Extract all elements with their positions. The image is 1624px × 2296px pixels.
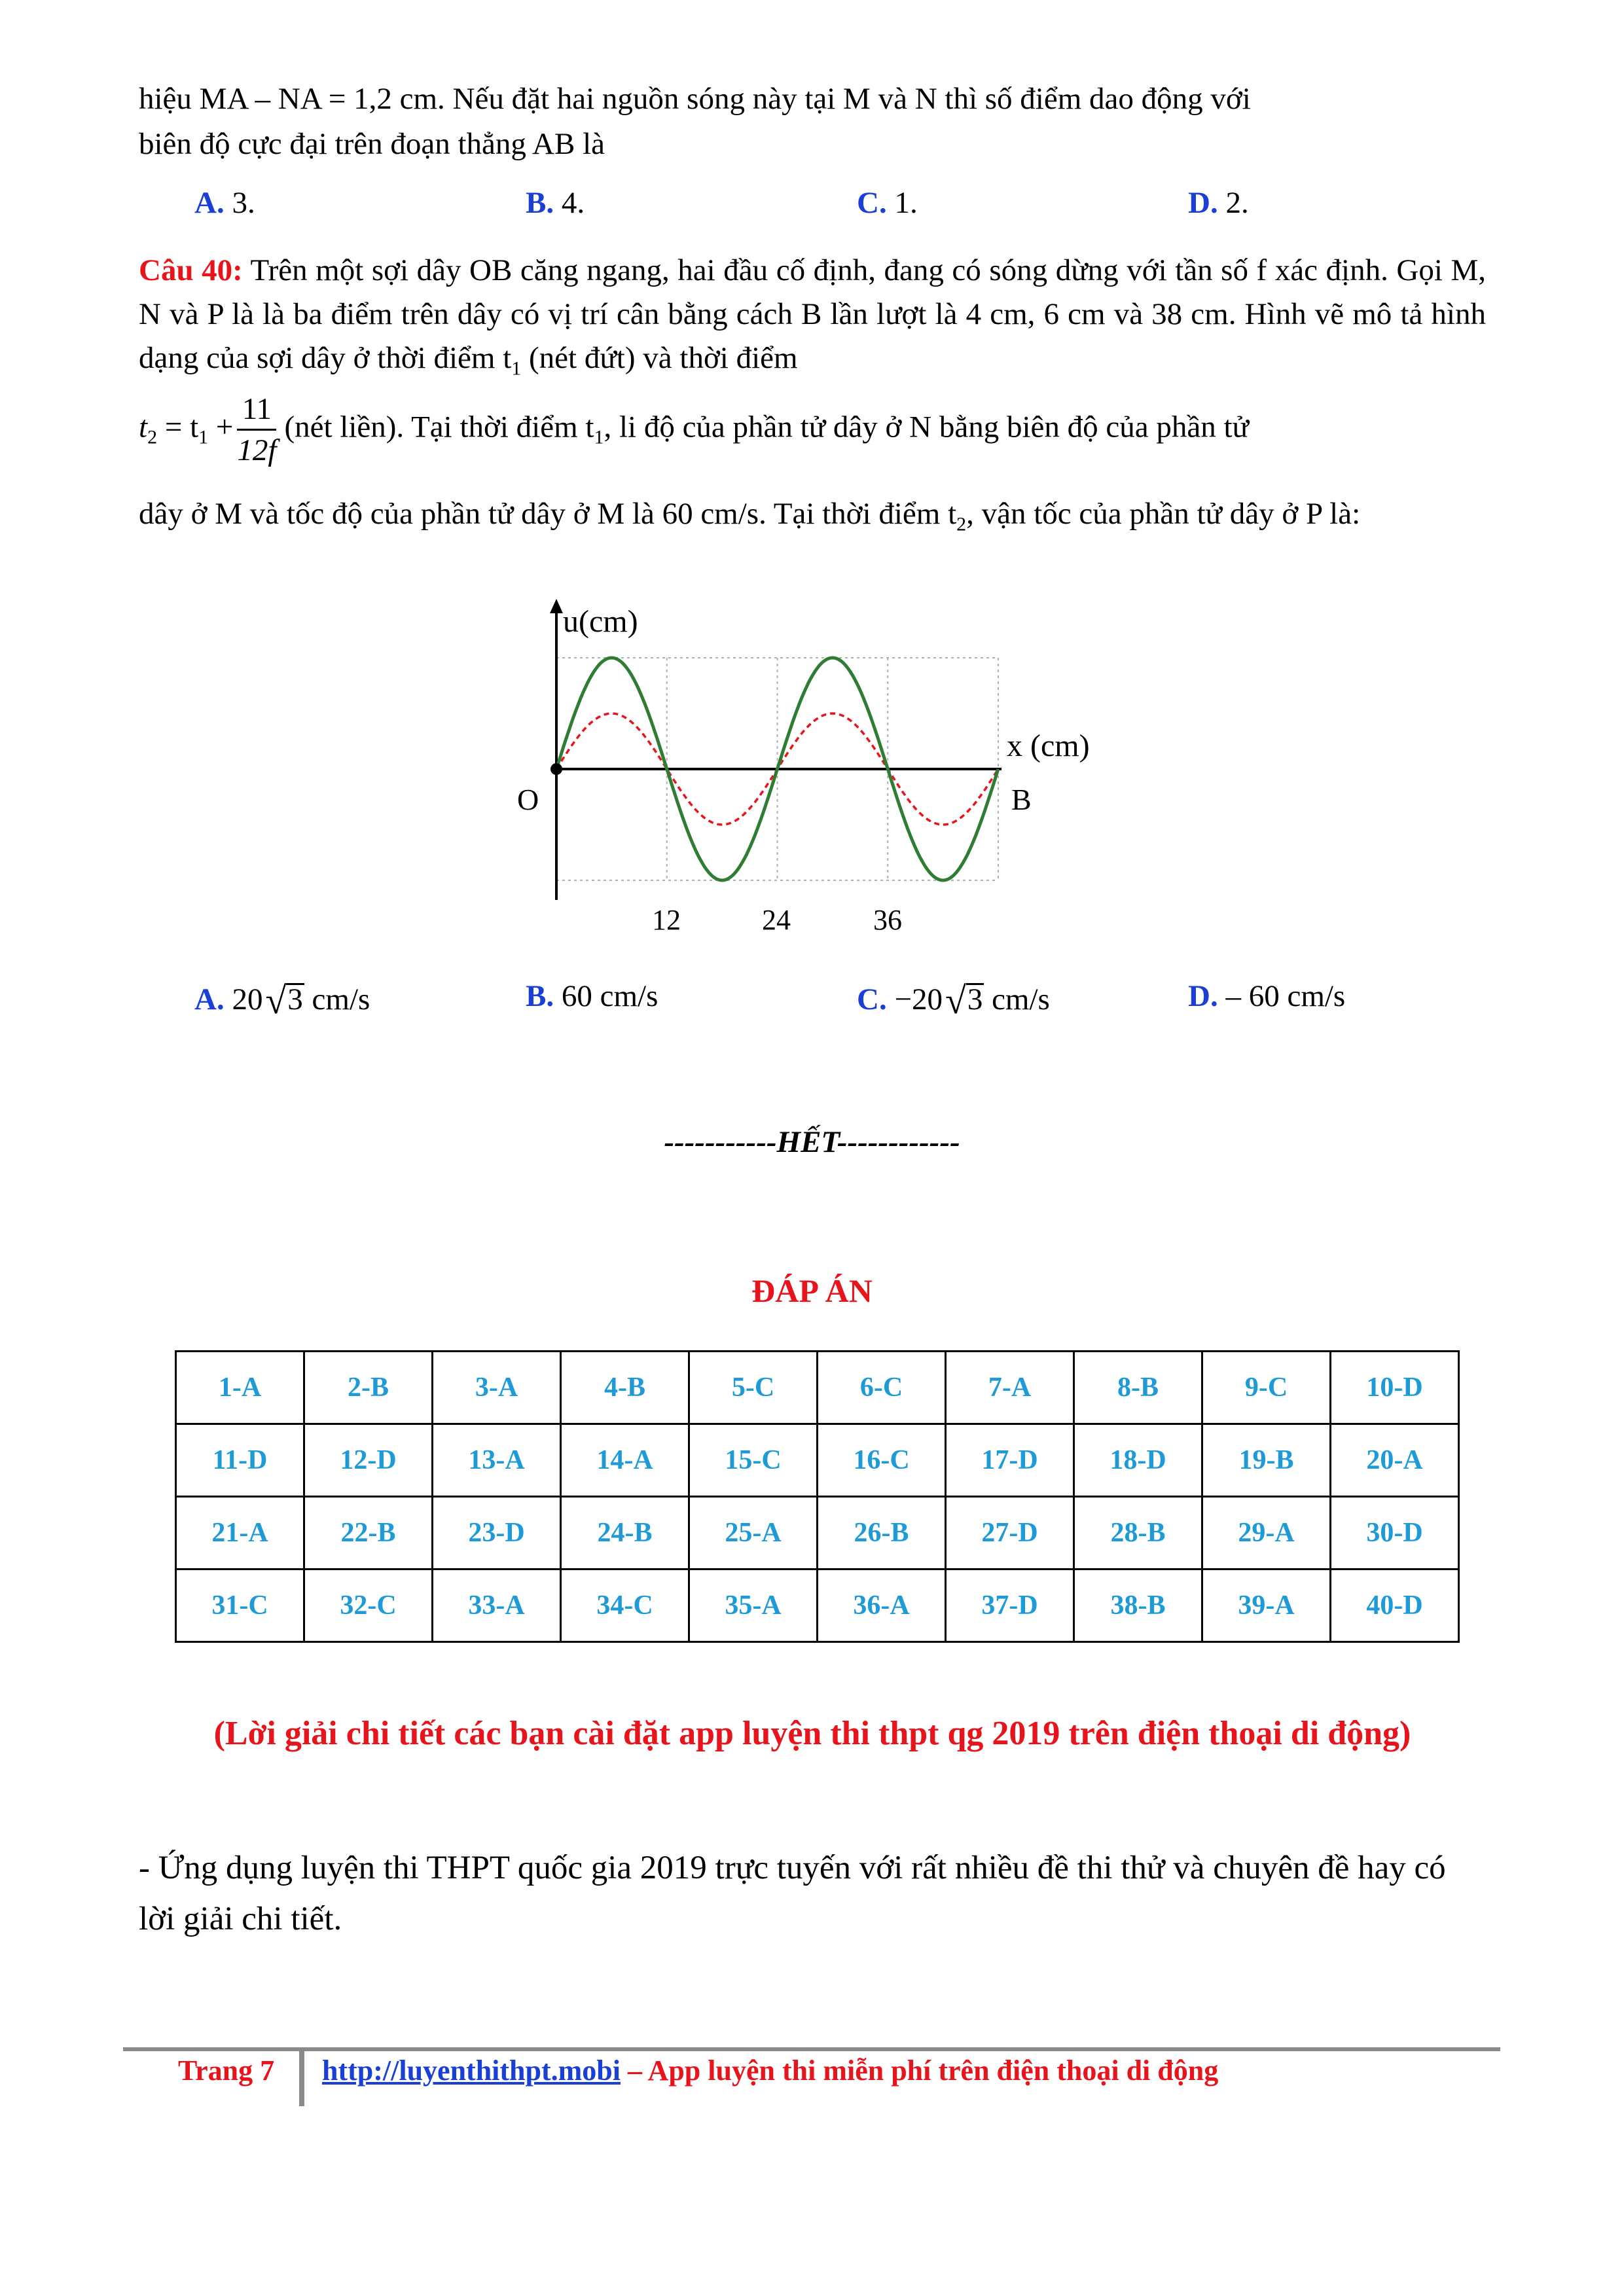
answer-table [175, 1350, 1460, 1643]
answer-cell: 15-C [689, 1424, 818, 1497]
q39-option-c[interactable]: C. 1. [857, 186, 918, 220]
q40-formula-line: $t_2 = t_1$ + $\frac{11}{12f}$ (nét liền). Tại thời điểm $t_1$, li độ của phần tử dây ở N bằng biên độ của phần tử [139, 389, 1486, 470]
answers-title: ĐÁP ÁN [751, 1272, 873, 1309]
answer-cell: 9-C [1202, 1352, 1331, 1424]
answer-cell: 18-D [1074, 1424, 1202, 1497]
answer-cell: 35-A [689, 1570, 818, 1642]
footer-page-number: Trang 7 [178, 2054, 275, 2087]
q40-option-a[interactable]: A. 20√3 cm/s [194, 979, 370, 1022]
origin-label: O [517, 783, 539, 816]
q40-options [0, 978, 1624, 1024]
q40-option-d[interactable]: D. – 60 cm/s [1188, 979, 1346, 1013]
answer-cell: 34-C [561, 1570, 689, 1642]
answer-cell: 27-D [946, 1497, 1074, 1570]
footer-text: http://luyenthithpt.mobi – App luyện thi miễn phí trên điện thoại di động [322, 2054, 1219, 2087]
answer-cell: 21-A [176, 1497, 304, 1570]
x-tick-label-12: 12 [652, 904, 681, 936]
q40-fraction: $\frac{11}{12f}$ [237, 389, 276, 470]
intro-line-1: hiệu MA – NA = 1,2 cm. Nếu đặt hai nguồn sóng này tại M và N thì số điểm dao động với [139, 82, 1251, 116]
origin-dot [550, 763, 562, 775]
answer-cell: 19-B [1202, 1424, 1331, 1497]
answer-cell: 26-B [818, 1497, 946, 1570]
x-tick-label-24: 24 [762, 904, 791, 936]
answer-cell: 17-D [946, 1424, 1074, 1497]
answer-cell: 28-B [1074, 1497, 1202, 1570]
footer-divider [123, 2047, 1500, 2051]
answer-cell: 38-B [1074, 1570, 1202, 1642]
x-axis-label: x (cm) [1007, 728, 1090, 763]
intro-line-2: biên độ cực đại trên đoạn thẳng AB là [139, 127, 605, 161]
y-axis-label: u(cm) [563, 604, 638, 639]
answer-cell: 16-C [818, 1424, 946, 1497]
answer-cell: 1-A [176, 1352, 304, 1424]
answer-row [176, 1570, 1459, 1642]
answer-cell: 24-B [561, 1497, 689, 1570]
answer-cell: 29-A [1202, 1497, 1331, 1570]
answer-cell: 39-A [1202, 1570, 1331, 1642]
answer-cell: 36-A [818, 1570, 946, 1642]
solution-note: (Lời giải chi tiết các bạn cài đặt app luyện thi thpt qg 2019 trên điện thoại di động) [213, 1715, 1411, 1752]
end-label-b: B [1011, 783, 1032, 816]
answer-cell: 11-D [176, 1424, 304, 1497]
answer-cell: 5-C [689, 1352, 818, 1424]
end-mark: -----------HẾT------------ [664, 1125, 960, 1159]
answer-cell: 20-A [1331, 1424, 1459, 1497]
answer-cell: 33-A [433, 1570, 561, 1642]
x-tick-label-36: 36 [873, 904, 902, 936]
app-promo-text: - Ứng dụng luyện thi THPT quốc gia 2019 trực tuyến với rất nhiều đề thi thử và chuyên đề hay có lời giải chi tiết. [139, 1850, 1446, 1937]
answer-cell: 22-B [304, 1497, 433, 1570]
q39-options [0, 185, 1624, 231]
answer-cell: 2-B [304, 1352, 433, 1424]
q40-option-c[interactable]: C. −20√3 cm/s [857, 979, 1050, 1022]
answer-cell: 32-C [304, 1570, 433, 1642]
answer-cell: 40-D [1331, 1570, 1459, 1642]
answer-cell: 13-A [433, 1424, 561, 1497]
q40-text-1: Câu 40: Trên một sợi dây OB căng ngang, hai đầu cố định, đang có sóng dừng với tần số f xác định. Gọi M, N và P là là ba điểm trên dây có vị trí cân bằng cách B lần lượt là 4 cm, 6 cm và 38 cm. Hình vẽ mô tả hình dạng của sợi dây ở thời điểm $t_1$ (nét đứt) và thời điểm [139, 253, 1486, 380]
footer-url-link[interactable]: http://luyenthithpt.mobi [322, 2054, 621, 2087]
answer-cell: 14-A [561, 1424, 689, 1497]
q39-option-a[interactable]: A. 3. [194, 186, 255, 220]
q40-label: Câu 40: [139, 253, 243, 287]
answer-cell: 10-D [1331, 1352, 1459, 1424]
q39-option-b[interactable]: B. 4. [526, 186, 585, 220]
answer-cell: 7-A [946, 1352, 1074, 1424]
answer-cell: 6-C [818, 1352, 946, 1424]
answer-cell: 3-A [433, 1352, 561, 1424]
answer-row [176, 1424, 1459, 1497]
answer-cell: 25-A [689, 1497, 818, 1570]
answer-cell: 30-D [1331, 1497, 1459, 1570]
footer-separator [299, 2047, 304, 2106]
answer-cell: 4-B [561, 1352, 689, 1424]
standing-wave-chart [497, 599, 1113, 939]
answer-cell: 37-D [946, 1570, 1074, 1642]
answer-cell: 8-B [1074, 1352, 1202, 1424]
answer-cell: 12-D [304, 1424, 433, 1497]
q40-option-b[interactable]: B. 60 cm/s [526, 979, 659, 1013]
answer-cell: 23-D [433, 1497, 561, 1570]
answer-row [176, 1352, 1459, 1424]
q39-option-d[interactable]: D. 2. [1188, 186, 1249, 220]
y-axis-arrow-icon [550, 599, 563, 613]
answer-row [176, 1497, 1459, 1570]
q40-text-3: dây ở M và tốc độ của phần tử dây ở M là 60 cm/s. Tại thời điểm $t_2$, vận tốc của phần tử dây ở P là: [139, 497, 1361, 535]
answer-cell: 31-C [176, 1570, 304, 1642]
